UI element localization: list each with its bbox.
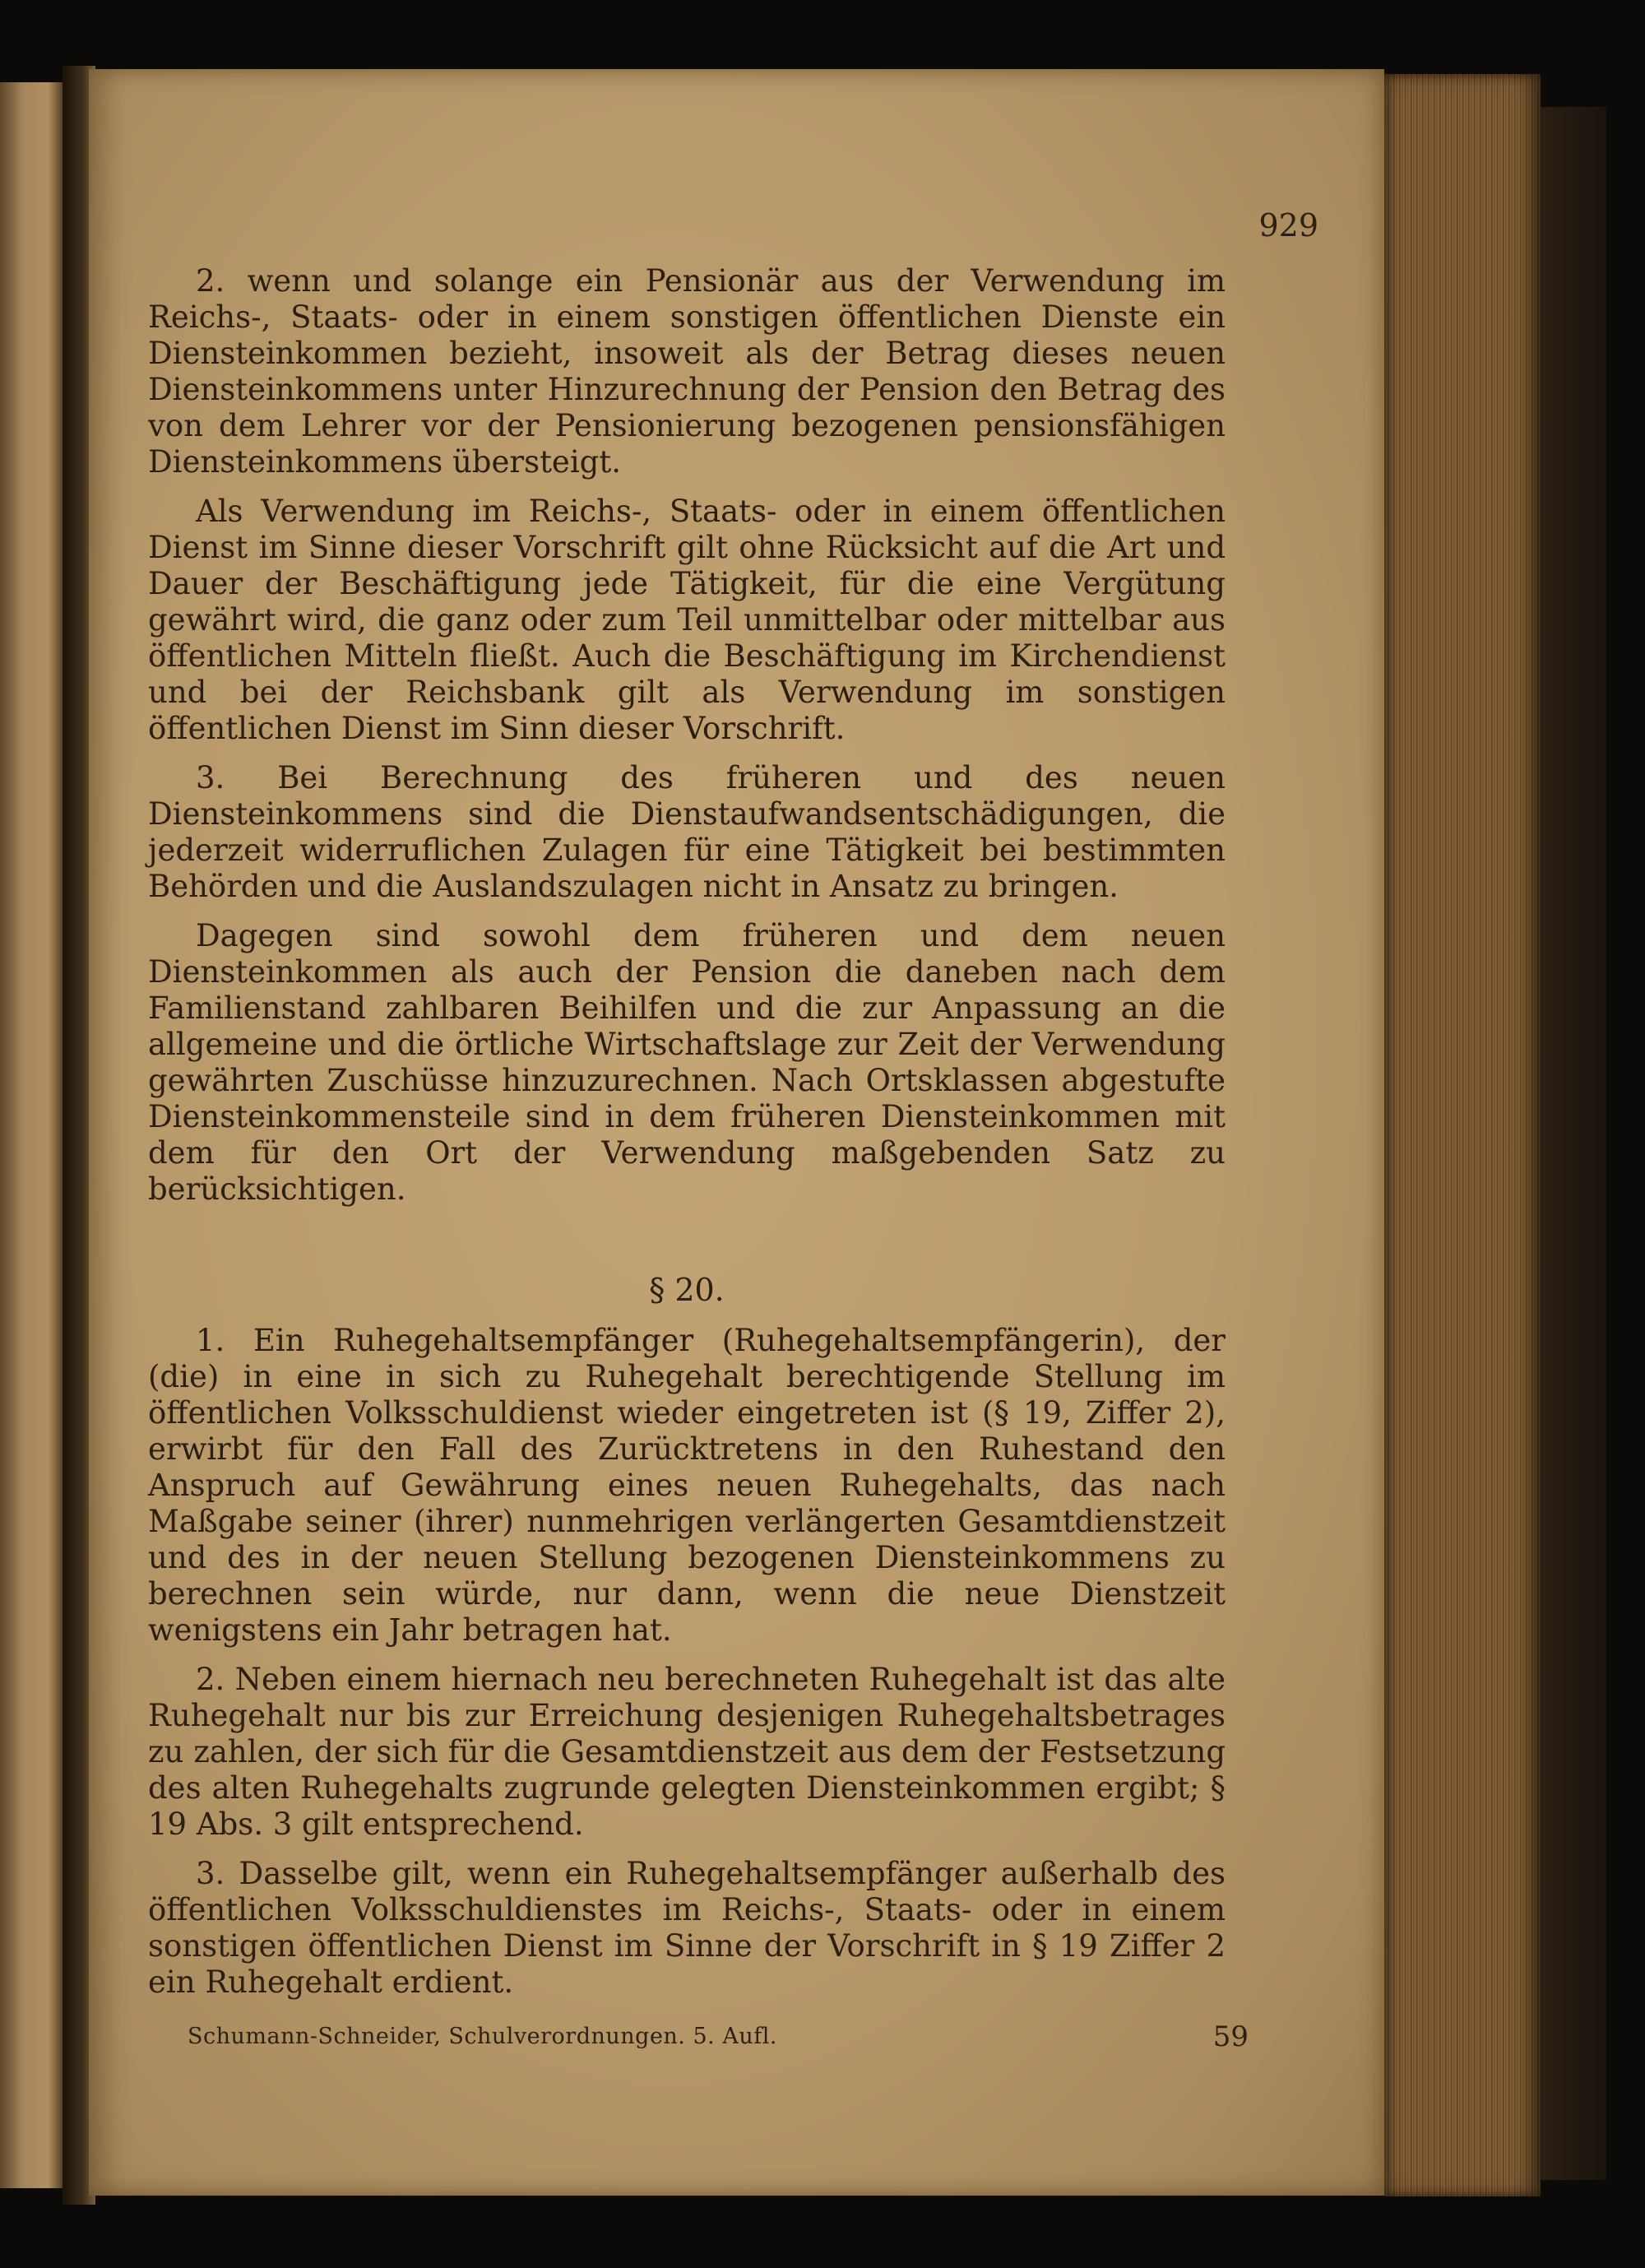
footer-citation: Schumann-Schneider, Schulverordnungen. 5. Aufl. <box>188 2024 777 2049</box>
facing-page-edge <box>0 82 64 2188</box>
section-heading: § 20. <box>649 1272 725 1308</box>
paragraph: Dagegen sind sowohl dem früheren und dem neuen Diensteinkommen als auch der Pension die daneben nach dem Familienstand zahlbaren Beihilfen und die zur Anpassung an die allgemeine und die örtliche Wirtschaftslage zur Zeit der Verwendung gewährten Zuschüsse hinzuzurechnen. Nach Ortsklassen abgestufte Diensteinkommensteile sind in dem früheren Diensteinkommen mit dem für den Ort der Verwendung maßgebenden Satz zu berücksichtigen. <box>148 918 1226 1207</box>
page-body <box>148 263 1226 2014</box>
paragraph: 2. wenn und solange ein Pensionär aus der Verwendung im Reichs-, Staats- oder in einem sonstigen öffentlichen Dienste ein Diensteinkommen bezieht, insoweit als der Betrag dieses neuen Diensteinkommens unter Hinzurechnung der Pension den Betrag des von dem Lehrer vor der Pensionierung bezogenen pensionsfähigen Diensteinkommens übersteigt. <box>148 263 1226 480</box>
book-page <box>89 69 1384 2196</box>
section-paragraph: 2. Neben einem hiernach neu berechneten Ruhegehalt ist das alte Ruhegehalt nur bis zur Erreichung desjenigen Ruhegehaltsbetrages zu zahlen, der sich für die Gesamtdienstzeit aus dem der Festsetzung des alten Ruhegehalts zugrunde gelegten Diensteinkommen ergibt; § 19 Abs. 3 gilt entsprechend. <box>148 1662 1226 1842</box>
section-paragraph: 3. Dasselbe gilt, wenn ein Ruhegehaltsempfänger außerhalb des öffentlichen Volksschuldienstes im Reichs-, Staats- oder in einem sonstigen öffentlichen Dienst im Sinne der Vorschrift in § 19 Ziffer 2 ein Ruhegehalt erdient. <box>148 1856 1226 2000</box>
page-number: 929 <box>1258 207 1318 243</box>
signature-mark: 59 <box>1212 2020 1249 2053</box>
section-paragraph: 1. Ein Ruhegehaltsempfänger (Ruhegehaltsempfängerin), der (die) in eine in sich zu Ruhegehalt berechtigende Stellung im öffentlichen Volksschuldienst wieder eingetreten ist (§ 19, Ziffer 2), erwirbt für den Fall des Zurücktretens in den Ruhestand den Anspruch auf Gewährung eines neuen Ruhegehalts, das nach Maßgabe seiner (ihrer) nunmehrigen verlängerten Gesamtdienstzeit und des in der neuen Stellung bezogenen Diensteinkommens zu berechnen sein würde, nur dann, wenn die neue Dienstzeit wenigstens ein Jahr betragen hat. <box>148 1323 1226 1648</box>
book-cover-edge <box>1541 107 1606 2180</box>
paragraph: 3. Bei Berechnung des früheren und des neuen Diensteinkommens sind die Dienstaufwandsentschädigungen, die jederzeit widerruflichen Zulagen für eine Tätigkeit bei bestimmten Behörden und die Auslandszulagen nicht in Ansatz zu bringen. <box>148 760 1226 904</box>
paragraph: Als Verwendung im Reichs-, Staats- oder in einem öffentlichen Dienst im Sinne dieser Vorschrift gilt ohne Rücksicht auf die Art und Dauer der Beschäftigung jede Tätigkeit, für die eine Vergütung gewährt wird, die ganz oder zum Teil unmittelbar oder mittelbar aus öffentlichen Mitteln fließt. Auch die Beschäftigung im Kirchendienst und bei der Reichsbank gilt als Verwendung im sonstigen öffentlichen Dienst im Sinn dieser Vorschrift. <box>148 494 1226 746</box>
page-stack-edges <box>1384 74 1541 2196</box>
